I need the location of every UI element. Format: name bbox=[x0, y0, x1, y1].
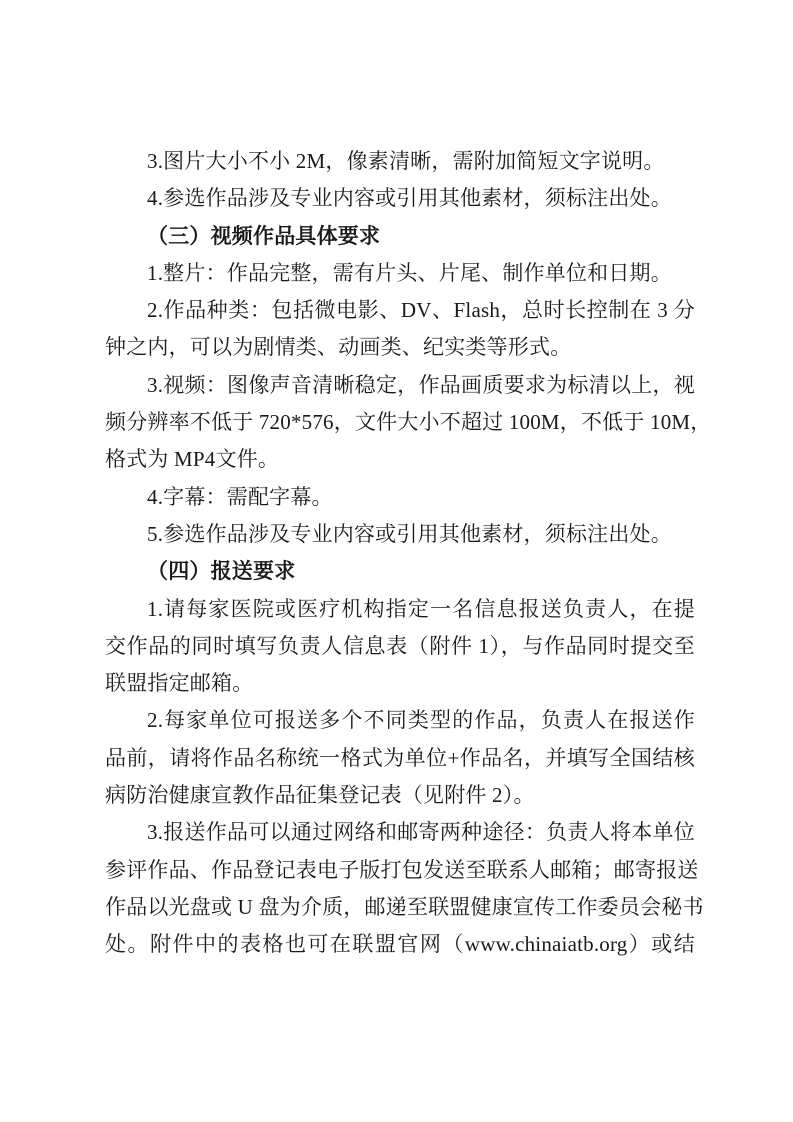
paragraph bbox=[105, 591, 695, 703]
text-line: 5.参选作品涉及专业内容或引用其他素材，须标注出处。 bbox=[147, 521, 672, 546]
text-line: 3.视频：图像声音清晰稳定，作品画质要求为标清以上，视 bbox=[147, 372, 695, 397]
document-content bbox=[105, 143, 712, 964]
section-heading bbox=[105, 218, 695, 255]
text-line: 联盟指定邮箱。 bbox=[105, 671, 254, 696]
text-line: 频分辨率不低于 720*576，文件大小不超过 100M，不低于 10M， bbox=[105, 410, 712, 435]
text-line: 3.报送作品可以通过网络和邮寄两种途径：负责人将本单位 bbox=[147, 820, 695, 845]
text-line: 钟之内，可以为剧情类、动画类、纪实类等形式。 bbox=[105, 335, 572, 360]
text-line: （三）视频作品具体要求 bbox=[147, 223, 381, 248]
section-heading bbox=[105, 553, 695, 590]
paragraph bbox=[105, 516, 695, 553]
text-line: 2.每家单位可报送多个不同类型的作品，负责人在报送作 bbox=[147, 708, 695, 733]
text-line: 参评作品、作品登记表电子版打包发送至联系人邮箱；邮寄报送 bbox=[105, 857, 699, 882]
text-line: 1.整片：作品完整，需有片头、片尾、制作单位和日期。 bbox=[147, 260, 672, 285]
text-line: 4.参选作品涉及专业内容或引用其他素材，须标注出处。 bbox=[147, 186, 672, 211]
text-line: 病防治健康宣教作品征集登记表（见附件 2）。 bbox=[105, 783, 535, 808]
paragraph bbox=[105, 255, 695, 292]
text-line: 格式为 MP4文件。 bbox=[105, 447, 280, 472]
paragraph bbox=[105, 143, 695, 180]
text-line: （四）报送要求 bbox=[147, 559, 296, 584]
paragraph bbox=[105, 292, 695, 367]
text-line: 品前，请将作品名称统一格式为单位+作品名，并填写全国结核 bbox=[105, 745, 695, 770]
paragraph bbox=[105, 367, 712, 479]
text-line: 3.图片大小不小 2M，像素清晰，需附加简短文字说明。 bbox=[147, 149, 665, 173]
text-line: 处。附件中的表格也可在联盟官网（www.chinaiatb.org）或结 bbox=[105, 932, 695, 957]
paragraph bbox=[105, 702, 695, 814]
text-line: 作品以光盘或 U 盘为介质，邮递至联盟健康宣传工作委员会秘书 bbox=[105, 894, 704, 919]
paragraph bbox=[105, 814, 704, 963]
paragraph bbox=[105, 479, 695, 516]
text-line: 2.作品种类：包括微电影、DV、Flash，总时长控制在 3 分 bbox=[147, 298, 695, 323]
text-line: 交作品的同时填写负责人信息表（附件 1），与作品同时提交至 bbox=[105, 633, 695, 658]
paragraph bbox=[105, 180, 695, 217]
text-line: 1.请每家医院或医疗机构指定一名信息报送负责人，在提 bbox=[147, 596, 695, 621]
text-line: 4.字幕：需配字幕。 bbox=[147, 484, 333, 509]
